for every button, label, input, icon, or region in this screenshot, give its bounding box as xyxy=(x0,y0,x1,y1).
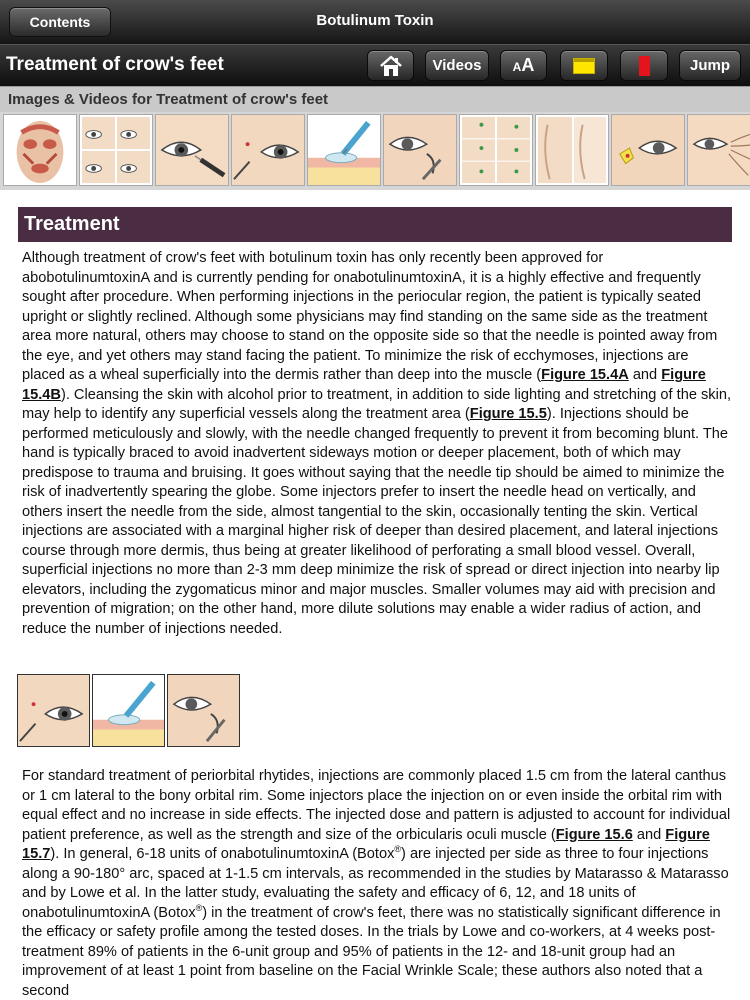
eye-injection-illustration xyxy=(232,115,304,185)
thumbnail-syringe-cross-section[interactable] xyxy=(307,114,381,186)
article-paragraph-1 xyxy=(22,249,732,639)
text-size-button[interactable] xyxy=(500,50,547,81)
thumbnail-injection-grid[interactable] xyxy=(79,114,153,186)
article-paragraph-2 xyxy=(22,767,732,1000)
link-figure-15-4a[interactable]: Figure 15.4A xyxy=(541,367,629,383)
thumbnail-facial-muscles[interactable] xyxy=(3,114,77,186)
top-navigation-bar xyxy=(0,0,750,44)
bookmark-icon xyxy=(639,56,650,76)
paragraph-text: Although treatment of crow's feet with botulinum toxin has only recently been approved for abobotulinumtoxinA and is currently pending for onabotulinumtoxinA, it is a highly effective and frequently sought after procedure. When performing injections in the periocular region, the patient is typically seated upright or slightly reclined. Although some physicians may find standing on the same side as the treatment area more natural, others may choose to stand on the opposite side so that the needle is pointed away from the eye, and yet others may stand facing the patient. To minimize the risk of ecchymoses, injections are placed as a wheal superficially into the dermis rather than deep into the muscle ( xyxy=(22,250,718,383)
paragraph-text: and xyxy=(628,367,662,383)
facial-muscles-illustration xyxy=(4,115,76,185)
thumbnail-injection-points[interactable] xyxy=(459,114,533,186)
jump-button[interactable]: Jump xyxy=(679,50,741,81)
eye-needle-injection xyxy=(384,115,456,185)
home-button[interactable] xyxy=(367,50,414,81)
paragraph-text: ). Cleansing the skin with alcohol prior to treatment, in addition to side lighting and stretching of the skin, may help to identify any superficial vessels along the treatment area ( xyxy=(22,386,732,422)
figure-thumbnail-eye-injection[interactable] xyxy=(17,674,90,747)
eye-injection-site-marked xyxy=(612,115,684,185)
eye-injection-figure xyxy=(18,675,89,746)
eye-syringe-illustration xyxy=(156,115,228,185)
thumbnail-injection-site[interactable] xyxy=(611,114,685,186)
app-title: Botulinum Toxin xyxy=(316,12,434,29)
bookmark-button[interactable] xyxy=(620,50,668,81)
registered-mark: ® xyxy=(394,844,402,855)
syringe-wheal-figure xyxy=(93,675,164,746)
home-icon xyxy=(379,55,403,77)
link-figure-15-7[interactable]: Figure 15.7 xyxy=(22,826,710,862)
thumbnail-eye-injection[interactable] xyxy=(231,114,305,186)
toolbar xyxy=(0,44,750,86)
page-title: Treatment of crow's feet xyxy=(6,54,224,75)
thumbnail-crows-feet-wrinkles[interactable] xyxy=(687,114,750,186)
figure-thumbnail-syringe-wheal[interactable] xyxy=(92,674,165,747)
syringe-skin-cross-section xyxy=(308,115,380,185)
media-section-header: Images & Videos for Treatment of crow's feet xyxy=(0,86,750,112)
registered-mark: ® xyxy=(195,902,203,913)
section-heading: Treatment xyxy=(18,207,732,242)
link-figure-15-6[interactable]: Figure 15.6 xyxy=(555,826,633,843)
figure-thumbnail-eye-needle[interactable] xyxy=(167,674,240,747)
crows-feet-wrinkles xyxy=(688,115,750,185)
inline-figure-row xyxy=(17,674,240,747)
notes-button[interactable] xyxy=(560,50,608,81)
paragraph-text: ) in the treatment of crow's feet, there was no statistically significant difference in the efficacy or safety profile among the tested doses. In the trials by Lowe and co-workers, at 4 weeks post-treatment 89% of patients in the 6-unit group and 95% of patients in the 12- and 18-unit group had an improvement of at least 1 point from baseline on the Facial Wrinkle Scale; these authors also noted that a second xyxy=(22,904,721,999)
injection-points-grid xyxy=(460,115,532,185)
sticky-note-icon xyxy=(573,58,595,74)
paragraph-text: ). In general, 6-18 units of onabotulinumtoxinA (Botox xyxy=(50,846,395,862)
paragraph-text: ) are injected per side as three to four injections along a 90-180° arc, spaced at 1-1.5 cm intervals, as recommended in the studies by Matarasso & Matarasso and by Lowe et al. In the latter study, evaluating the safety and efficacy of 6, 12, and 18 units of onabotulinumtoxinA (Botox xyxy=(22,846,729,921)
paragraph-text: For standard treatment of periorbital rhytides, injections are commonly placed 1.5 cm from the lateral canthus or 1 cm lateral to the bony orbital rim. Some injectors place the injection on or even inside the orbital rim with equal effect and no increase in side effects. The injected dose and pattern is adjusted to account for individual patient preference, as well as the strength and size of the orbicularis oculi muscle ( xyxy=(22,768,731,843)
thumbnail-eye-syringe[interactable] xyxy=(155,114,229,186)
text-size-icon: AA xyxy=(512,55,535,75)
videos-button[interactable]: Videos xyxy=(425,50,489,81)
thumbnail-eye-needle[interactable] xyxy=(383,114,457,186)
paragraph-text: ). Injections should be performed meticulously and slowly, with the needle changed frequently to prevent it from becoming blunt. The hand is typically braced to avoid inadvertent sideways motion or deeper placement, both of which may predispose to trauma and bruising. It goes without saying that the needle tip should be aimed to minimize the risk of inadvertently spearing the globe. Some injectors prefer to insert the needle head on vertically, and others insert the needle from the side, almost tangential to the skin, occasionally tenting the skin. Vertical injections are associated with a marginal higher risk of deeper than desired placement, and lateral injections course through more dermis, thus being at greater likelihood of perforating a small blood vessel. Overall, superficial injections no more than 2-3 mm deep minimize the risk of spread or direct injection into nearby lip elevators, including the zygomaticus minor and major muscles. Smaller volumes may aid with precision and prevention of migration; on the other hand, more dilute solutions may enable a wider radius of action, and reduce the number of injections needed. xyxy=(22,406,729,637)
thumbnail-injection-sequence[interactable] xyxy=(535,114,609,186)
crows-feet-injection-grid xyxy=(80,115,152,185)
contents-back-button[interactable]: Contents xyxy=(9,7,111,37)
eye-needle-figure xyxy=(168,675,239,746)
injection-sequence-panels xyxy=(536,115,608,185)
paragraph-text: and xyxy=(632,826,666,843)
link-figure-15-5[interactable]: Figure 15.5 xyxy=(469,406,547,422)
thumbnail-strip[interactable] xyxy=(0,112,750,190)
link-figure-15-4b[interactable]: Figure 15.4B xyxy=(22,367,706,403)
